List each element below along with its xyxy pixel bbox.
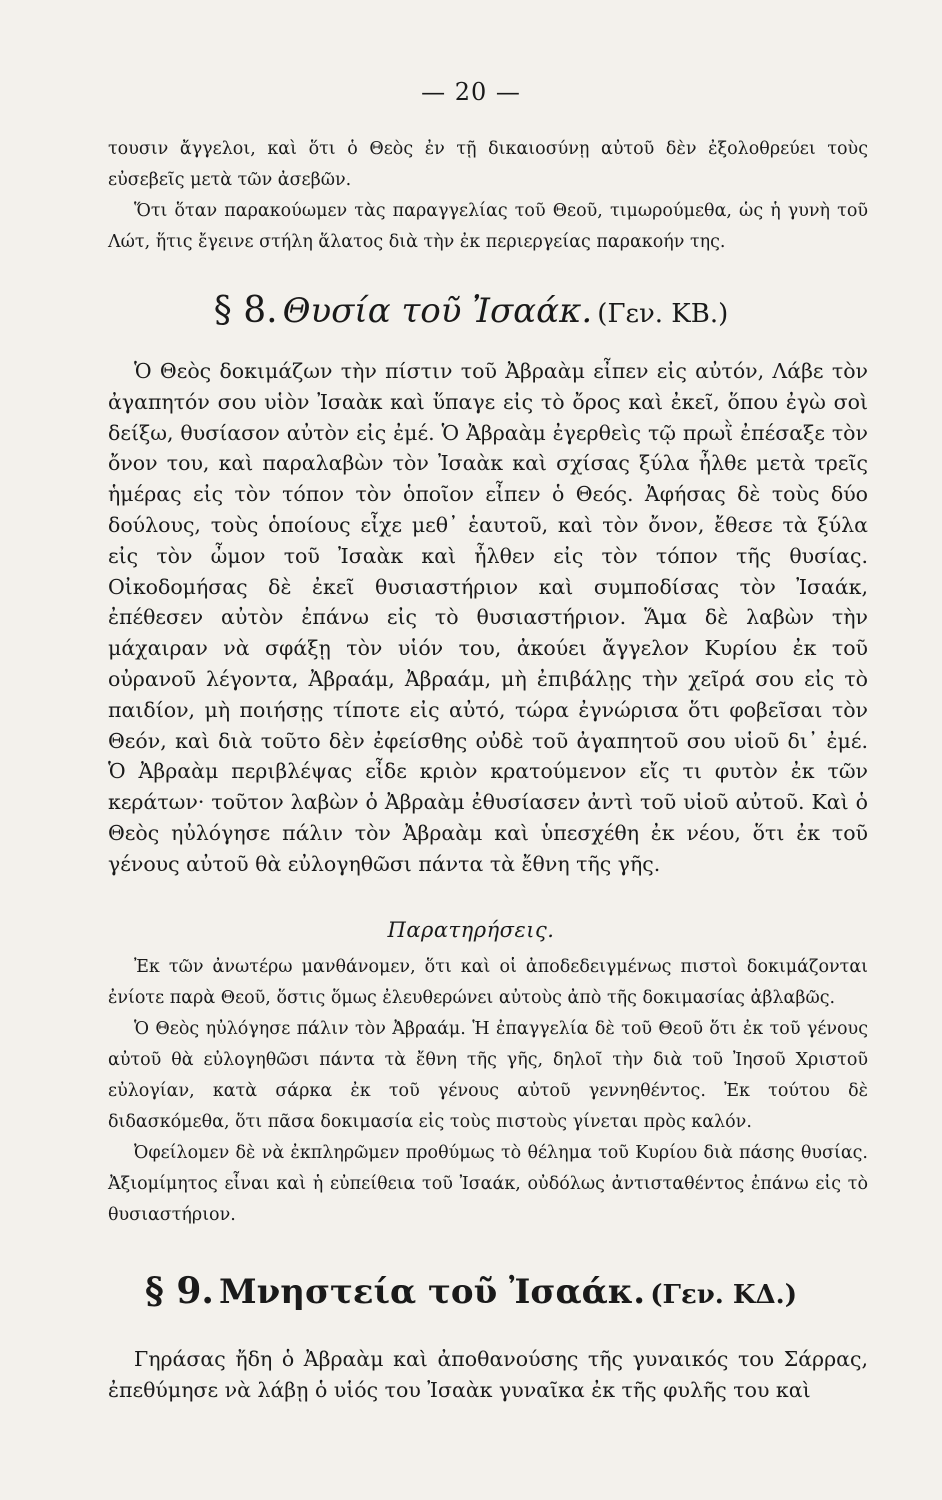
section-9-reference: (Γεν. ΚΔ.) [650,1280,798,1310]
observations-body [108,952,868,1231]
section-9-heading [0,1270,942,1312]
section-9-paragraph: Γηράσας ἤδη ὁ Ἀβραὰμ καὶ ἀποθανούσης τῆς γυναικός του Σάρρας, ἐπεθύμησε νὰ λάβῃ ὁ υἱός του Ἰσαὰκ γυναῖκα ἐκ τῆς φυλῆς του καὶ [108,1347,868,1402]
observation-paragraph: Ὁ Θεὸς ηὐλόγησε πάλιν τὸν Ἀβραάμ. Ἡ ἐπαγγελία δὲ τοῦ Θεοῦ ὅτι ἐκ τοῦ γένους αὐτοῦ θὰ εὐλογηθῶσι πάντα τὰ ἔθνη τῆς γῆς, δηλοῖ τὴν διὰ τοῦ Ἰησοῦ Χριστοῦ εὐλογίαν, κατὰ σάρκα ἐκ τοῦ γένους αὐτοῦ γεννηθέντος. Ἐκ τούτου δὲ διδασκόμεθα, ὅτι πᾶσα δοκιμασία εἰς τοὺς πιστοὺς γίνεται πρὸς καλόν. [108,1019,868,1132]
section-8-heading [0,290,942,331]
section-8-reference: (Γεν. ΚΒ.) [597,299,729,329]
section-8-number: § 8. [213,290,278,331]
intro-paragraph: Ὅτι ὅταν παρακούωμεν τὰς παραγγελίας τοῦ Θεοῦ, τιμωρούμεθα, ὡς ἡ γυνὴ τοῦ Λώτ, ἥτις ἔγεινε στήλη ἅλατος διὰ τὴν ἐκ περιεργείας παρακοήν της. [108,201,868,252]
observations-title: Παρατηρήσεις. [387,918,555,942]
section-9-number: § 9. [144,1270,214,1312]
section-8-title: Θυσία τοῦ Ἰσαάκ. [282,291,593,331]
section-8-body [108,356,868,880]
section-9-title: Μνηστεία τοῦ Ἰσαάκ. [219,1272,646,1312]
intro-text [108,134,868,258]
section-8-paragraph: Ὁ Θεὸς δοκιμάζων τὴν πίστιν τοῦ Ἀβραὰμ εἶπεν εἰς αὐτόν, Λάβε τὸν ἀγαπητόν σου υἱὸν Ἰσαὰκ καὶ ὕπαγε εἰς τὸ ὄρος καὶ ἐκεῖ, ὅπου ἐγὼ σοὶ δείξω, θυσίασον αὐτὸν εἰς ἐμέ. Ὁ Ἀβραὰμ ἐγερθεὶς τῷ πρωῒ ἐπέσαξε τὸν ὄνον του, καὶ παραλαβὼν τὸν Ἰσαὰκ καὶ σχίσας ξύλα ἦλθε μετὰ τρεῖς ἡμέρας εἰς τὸν τόπον τὸν ὁποῖον εἶπεν ὁ Θεός. Ἀφήσας δὲ τοὺς δύο δούλους, τοὺς ὁποίους εἶχε μεθ᾽ ἑαυτοῦ, καὶ τὸν ὄνον, ἔθεσε τὰ ξύλα εἰς τὸν ὦμον τοῦ Ἰσαὰκ καὶ ἦλθεν εἰς τὸν τόπον τῆς θυσίας. Οἰκοδομήσας δὲ ἐκεῖ θυσιαστήριον καὶ συμποδίσας τὸν Ἰσαάκ, ἐπέθεσεν αὐτὸν ἐπάνω εἰς τὸ θυσιαστήριον. Ἅμα δὲ λαβὼν τὴν μάχαιραν νὰ σφάξῃ τὸν υἱόν του, ἀκούει ἄγγελον Κυρίου ἐκ τοῦ οὐρανοῦ λέγοντα, Ἀβραάμ, Ἀβραάμ, μὴ ἐπιβάλῃς τὴν χεῖρά σου εἰς τὸ παιδίον, μὴ ποιήσῃς τίποτε εἰς αὐτό, τώρα ἐγνώρισα ὅτι φοβεῖσαι τὸν Θεόν, καὶ διὰ τοῦτο δὲν ἐφείσθης οὐδὲ τοῦ ἀγαπητοῦ σου υἱοῦ δι᾽ ἐμέ. Ὁ Ἀβραὰμ περιβλέψας εἶδε κριὸν κρατούμενον εἴς τι φυτὸν ἐκ τῶν κεράτων· τοῦτον λαβὼν ὁ Ἀβραὰμ ἐθυσίασεν ἀντὶ τοῦ υἱοῦ αὐτοῦ. Καὶ ὁ Θεὸς ηὐλόγησε πάλιν τὸν Ἀβραὰμ καὶ ὑπεσχέθη ἐκ νέου, ὅτι ἐκ τοῦ γένους αὐτοῦ θὰ εὐλογηθῶσι πάντα τὰ ἔθνη τῆς γῆς. [108,359,868,876]
intro-paragraph: τουσιν ἄγγελοι, καὶ ὅτι ὁ Θεὸς ἐν τῇ δικαιοσύνῃ αὐτοῦ δὲν ἐξολοθρεύει τοὺς εὐσεβεῖς μετὰ τῶν ἀσεβῶν. [108,139,868,190]
section-9-body [108,1344,868,1406]
observation-paragraph: Ὀφείλομεν δὲ νὰ ἐκπληρῶμεν προθύμως τὸ θέλημα τοῦ Κυρίου διὰ πάσης θυσίας. Ἀξιομίμητος εἶναι καὶ ἡ εὐπείθεια τοῦ Ἰσαάκ, οὐδόλως ἀντισταθέντος ἐπάνω εἰς τὸ θυσιαστήριον. [108,1143,868,1225]
page-number: — 20 — [421,78,521,106]
observation-paragraph: Ἐκ τῶν ἀνωτέρω μανθάνομεν, ὅτι καὶ οἱ ἀποδεδειγμένως πιστοὶ δοκιμάζονται ἐνίοτε παρὰ Θεοῦ, ὅστις ὅμως ἐλευθερώνει αὐτοὺς ἀπὸ τῆς δοκιμασίας ἀβλαβῶς. [108,957,868,1008]
